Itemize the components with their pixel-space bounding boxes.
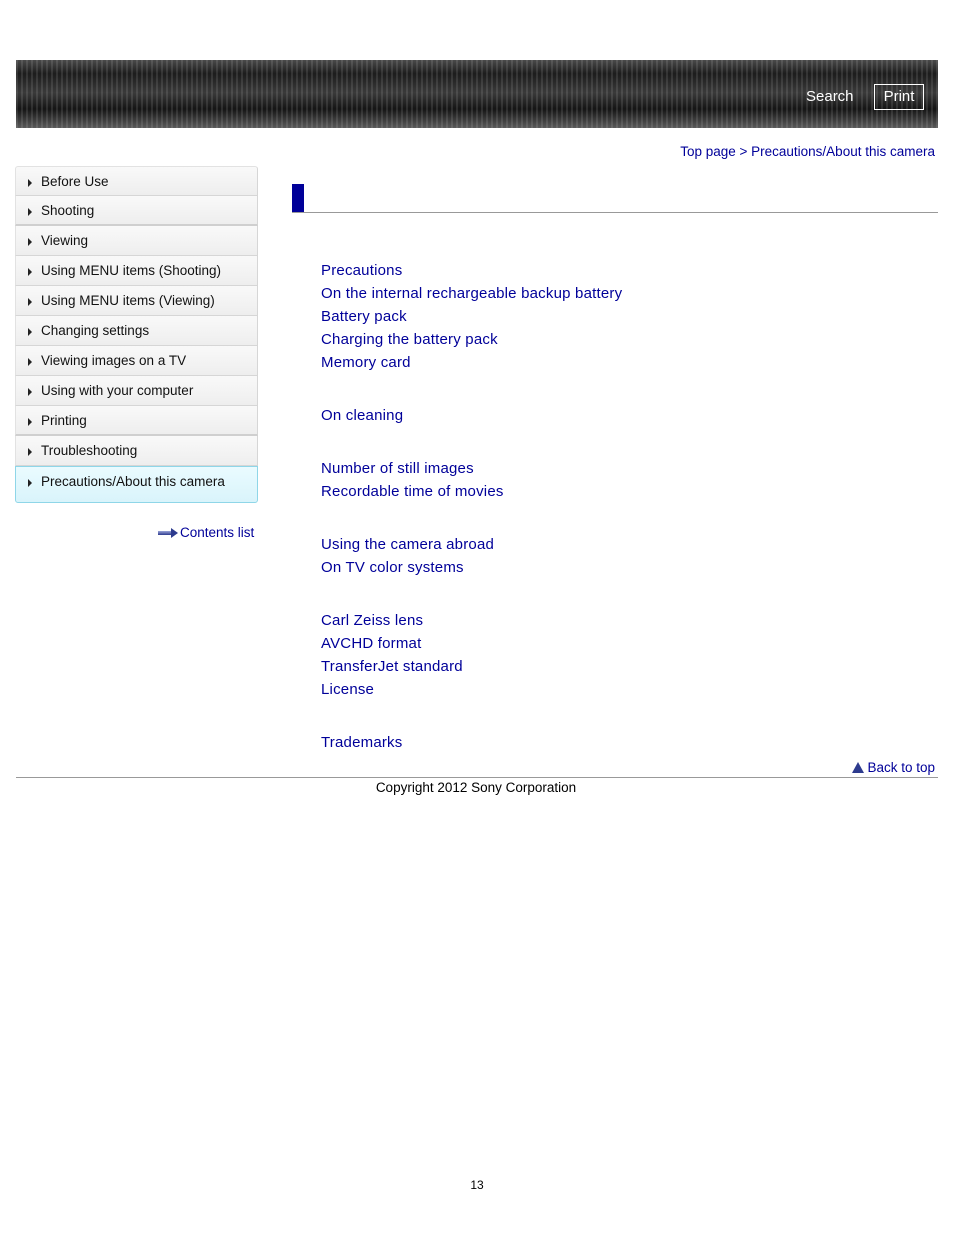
- sidebar-item-label: Troubleshooting: [41, 443, 138, 458]
- back-to-top-link[interactable]: [852, 760, 935, 775]
- triangle-right-icon: [28, 298, 32, 306]
- page-number: 13: [470, 1178, 484, 1192]
- link-license[interactable]: License: [321, 681, 375, 698]
- sidebar-item-troubleshooting[interactable]: [15, 436, 258, 466]
- sidebar-item-label: Viewing images on a TV: [41, 353, 187, 368]
- triangle-right-icon: [28, 328, 32, 336]
- sidebar-item-precautions[interactable]: [15, 466, 258, 503]
- link-carl-zeiss-lens[interactable]: Carl Zeiss lens: [321, 612, 424, 629]
- print-button[interactable]: Print: [874, 84, 924, 110]
- link-backup-battery[interactable]: On the internal rechargeable backup battery: [321, 285, 623, 302]
- footer-divider: [16, 777, 938, 778]
- sidebar-item-label: Precautions/About this camera: [41, 474, 225, 489]
- triangle-right-icon: [28, 208, 32, 216]
- link-avchd-format[interactable]: AVCHD format: [321, 635, 422, 652]
- link-precautions[interactable]: Precautions: [321, 262, 403, 279]
- sidebar-item-printing[interactable]: [15, 406, 258, 436]
- triangle-right-icon: [28, 358, 32, 366]
- header-bar: [16, 60, 938, 128]
- sidebar-item-shooting[interactable]: [15, 196, 258, 226]
- link-transferjet[interactable]: TransferJet standard: [321, 658, 463, 675]
- sidebar-item-menu-shooting[interactable]: [15, 256, 258, 286]
- contents-list-link[interactable]: [158, 525, 254, 540]
- link-group-abroad: [321, 533, 622, 579]
- triangle-right-icon: [28, 479, 32, 487]
- triangle-right-icon: [28, 418, 32, 426]
- sidebar-item-viewing-on-tv[interactable]: [15, 346, 258, 376]
- topic-link-list: [321, 259, 622, 784]
- triangle-right-icon: [28, 388, 32, 396]
- link-memory-card[interactable]: Memory card: [321, 354, 411, 371]
- sidebar-item-label: Using MENU items (Shooting): [41, 263, 222, 278]
- triangle-right-icon: [28, 268, 32, 276]
- sidebar-item-before-use[interactable]: [15, 166, 258, 196]
- sidebar-item-label: Shooting: [41, 203, 95, 218]
- copyright-text: Copyright 2012 Sony Corporation: [375, 780, 577, 795]
- sidebar-item-label: Printing: [41, 413, 87, 428]
- sidebar-item-label: Changing settings: [41, 323, 150, 338]
- triangle-right-icon: [28, 238, 32, 246]
- link-group-standards: [321, 609, 622, 701]
- sidebar-item-label: Viewing: [41, 233, 89, 248]
- back-to-top-label: Back to top: [867, 760, 935, 775]
- sidebar-item-label: Using MENU items (Viewing): [41, 293, 215, 308]
- page-heading-accent: [292, 184, 304, 213]
- triangle-right-icon: [28, 179, 32, 187]
- link-group-cleaning: [321, 404, 622, 427]
- breadcrumb: [680, 144, 935, 159]
- sidebar-item-label: Before Use: [41, 174, 109, 189]
- link-trademarks[interactable]: Trademarks: [321, 734, 403, 751]
- link-tv-color-systems[interactable]: On TV color systems: [321, 559, 464, 576]
- link-battery-pack[interactable]: Battery pack: [321, 308, 407, 325]
- sidebar-item-using-with-computer[interactable]: [15, 376, 258, 406]
- breadcrumb-top-page[interactable]: Top page: [680, 144, 736, 159]
- contents-list-label: Contents list: [180, 525, 255, 540]
- sidebar-item-menu-viewing[interactable]: [15, 286, 258, 316]
- link-group-capacity: [321, 457, 622, 503]
- link-charging-battery[interactable]: Charging the battery pack: [321, 331, 498, 348]
- sidebar-item-viewing[interactable]: [15, 226, 258, 256]
- sidebar-item-changing-settings[interactable]: [15, 316, 258, 346]
- link-group-trademarks: [321, 731, 622, 754]
- triangle-up-icon: [852, 762, 864, 773]
- search-link[interactable]: Search: [806, 88, 854, 105]
- breadcrumb-current[interactable]: Precautions/About this camera: [751, 144, 935, 159]
- sidebar-item-label: Using with your computer: [41, 383, 194, 398]
- arrow-right-icon: [158, 528, 178, 538]
- sidebar-nav: [15, 166, 258, 503]
- link-group-precautions: [321, 259, 622, 374]
- link-camera-abroad[interactable]: Using the camera abroad: [321, 536, 495, 553]
- breadcrumb-separator: >: [735, 144, 752, 159]
- page-heading-divider: [292, 212, 938, 213]
- triangle-right-icon: [28, 448, 32, 456]
- link-number-still-images[interactable]: Number of still images: [321, 460, 474, 477]
- link-recordable-time[interactable]: Recordable time of movies: [321, 483, 504, 500]
- link-on-cleaning[interactable]: On cleaning: [321, 407, 404, 424]
